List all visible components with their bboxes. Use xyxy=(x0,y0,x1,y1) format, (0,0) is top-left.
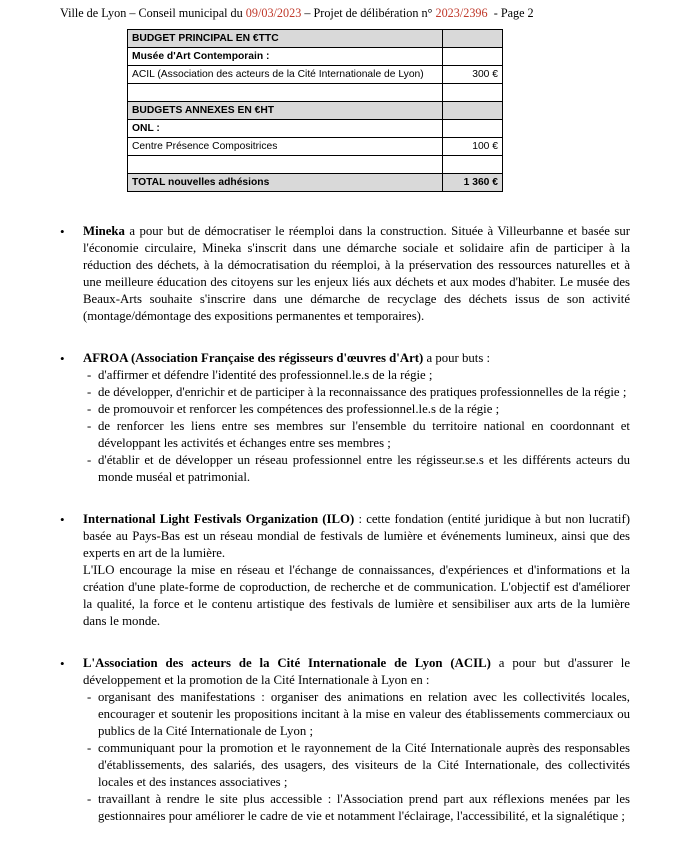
table-row xyxy=(128,102,503,120)
header-prefix: Ville de Lyon – Conseil municipal du xyxy=(60,6,246,20)
table-row xyxy=(128,156,503,174)
council-date: 09/03/2023 xyxy=(245,6,302,20)
table-row xyxy=(128,48,503,66)
acil-list xyxy=(83,689,630,825)
ilo-text-2: L'ILO encourage la mise en réseau et l'échange de connaissances, d'expériences et d'informations et la création d'une plate-forme de coproduction, de recherche et de communication. L'objectif est d'améliorer la qualité, la force et le contenu artistique des festivals de lumière et sensibiliser aux arts de la lumière dans le monde. xyxy=(83,563,630,628)
total-label: TOTAL nouvelles adhésions xyxy=(128,174,443,192)
document-body xyxy=(60,223,630,825)
list-item: - de renforcer les liens entre ses membres sur l'ensemble du territoire national en coordonnant et développant les activités et échanges entre ses membres ; xyxy=(87,419,630,450)
bullet-icon: • xyxy=(60,656,65,671)
annexes-header: BUDGETS ANNEXES EN €HT xyxy=(128,102,443,120)
table-row xyxy=(128,120,503,138)
section-acil xyxy=(60,655,630,825)
list-item: - d'affirmer et défendre l'identité des professionnel.le.s de la régie ; xyxy=(87,368,433,382)
section-mineka xyxy=(60,223,630,325)
section-afroa xyxy=(60,350,630,486)
afroa-intro: a pour buts : xyxy=(423,351,491,365)
header-middle: – Projet de délibération n° xyxy=(301,6,436,20)
bullet-icon: • xyxy=(60,351,65,366)
bullet-icon: • xyxy=(60,512,65,527)
centre-label: Centre Présence Compositrices xyxy=(128,138,443,156)
list-item: - communiquant pour la promotion et le rayonnement de la Cité Internationale auprès des responsables d'établissements, des salariés, des usagers, des visiteurs de la Cité Internationale, des collectivités locales et des instances associatives ; xyxy=(87,741,630,789)
afroa-list xyxy=(83,367,630,486)
list-item: - de développer, d'enrichir et de participer à la reconnaissance des pratiques professionnelles de la régie ; xyxy=(87,385,627,399)
list-item: - organisant des manifestations : organiser des animations en relation avec les collectivités locales, encourager et soutenir les propositions incitant à la mise en valeur des établissements commerciaux ou publics de la Cité Internationale de Lyon ; xyxy=(87,690,630,738)
afroa-name: AFROA (Association Française des régisseurs d'œuvres d'Art) xyxy=(83,351,424,365)
bullet-icon: • xyxy=(60,224,65,239)
acil-amount: 300 € xyxy=(443,66,503,84)
ilo-name: International Light Festivals Organization (ILO) xyxy=(83,512,355,526)
budget-table xyxy=(127,29,503,192)
acil-intro: a pour but d'assurer le développement et la promotion de la Cité Internationale à Lyon en : xyxy=(83,656,630,687)
table-row xyxy=(128,174,503,192)
acil-name: L'Association des acteurs de la Cité Internationale de Lyon (ACIL) xyxy=(83,656,491,670)
musee-label: Musée d'Art Contemporain : xyxy=(128,48,443,66)
list-item: - d'établir et de développer un réseau professionnel entre les régisseur.se.s et les différents acteurs du monde muséal et patrimonial. xyxy=(87,453,630,484)
ilo-text-1: : cette fondation (entité juridique à but non lucratif) basée au Pays-Bas est un réseau mondial de festivals de lumière et événements lumineux, ainsi que des experts en art de la lumière. xyxy=(83,512,630,560)
page-number: - Page 2 xyxy=(487,6,534,20)
list-item: - de promouvoir et renforcer les compétences des professionnel.le.s de la régie ; xyxy=(87,402,500,416)
page-header xyxy=(60,6,534,21)
mineka-text: a pour but de démocratiser le réemploi dans la construction. Située à Villeurbanne et basée sur l'économie circulaire, Mineka s'inscrit dans une démarche sociale et solidaire afin de participer à la réduction des déchets, à la démocratisation du réemploi, à la préservation des ressources naturelles et à une meilleure éducation des citoyens sur les enjeux liés aux déchets et aux modes d'habiter. Le musée des Beaux-Arts souhaite s'inscrire dans une démarche de recyclage des déchets issus de son activité (montage/démontage des expositions permanentes et temporaires). xyxy=(83,224,630,323)
deliberation-number: 2023/2396 xyxy=(435,6,488,20)
table-row xyxy=(128,66,503,84)
onl-label: ONL : xyxy=(128,120,443,138)
total-amount: 1 360 € xyxy=(443,174,503,192)
acil-label: ACIL (Association des acteurs de la Cité Internationale de Lyon) xyxy=(128,66,443,84)
centre-amount: 100 € xyxy=(443,138,503,156)
table-row xyxy=(128,138,503,156)
principal-header: BUDGET PRINCIPAL EN €TTC xyxy=(128,30,443,48)
list-item: - travaillant à rendre le site plus accessible : l'Association prend part aux réflexions menées par les gestionnaires pour améliorer le cadre de vie et notamment l'éclairage, l'accessibilité, et la signalétique ; xyxy=(87,792,630,823)
table-row xyxy=(128,30,503,48)
section-ilo xyxy=(60,511,630,630)
mineka-name: Mineka xyxy=(83,224,125,238)
table-row xyxy=(128,84,503,102)
